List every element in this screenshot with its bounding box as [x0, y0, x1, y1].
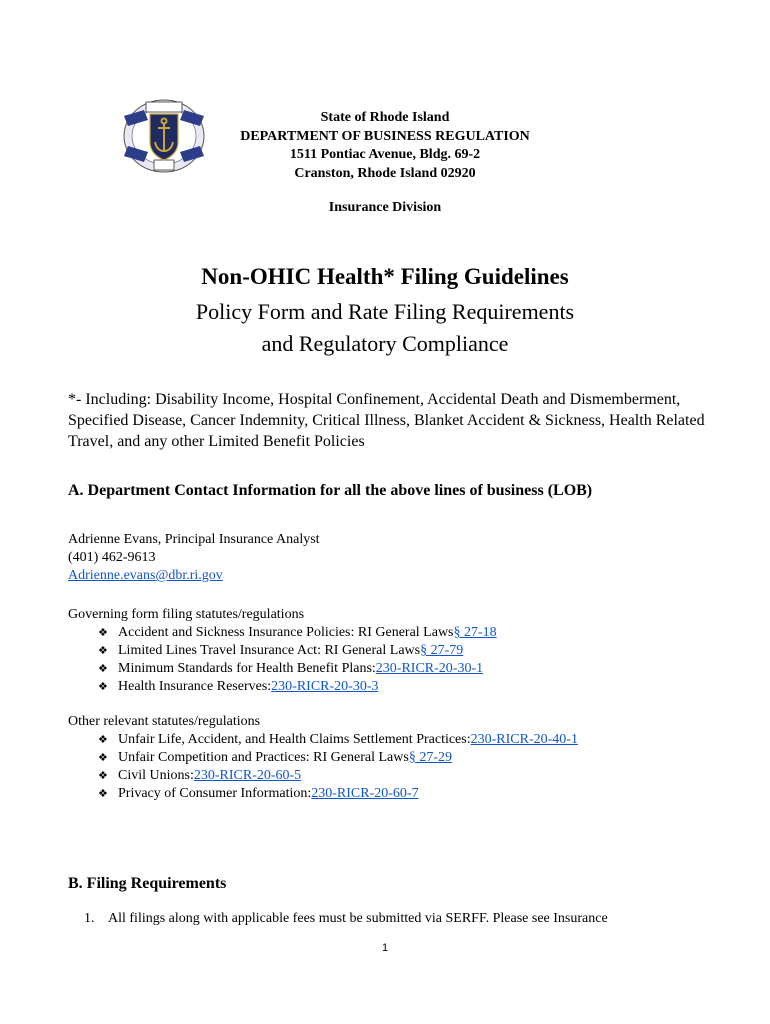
diamond-bullet-icon: ❖ — [98, 627, 108, 639]
document-title: Non-OHIC Health* Filing Guidelines — [201, 264, 569, 289]
scope-note: *- Including: Disability Income, Hospital Confinement, Accidental Death and Dismemberment, Specified Disease, Cancer Indemnity, Critical Illness, Blanket Accident & Sickness, Health Related Travel, and any other Limited Benefit Policies — [68, 391, 705, 450]
list-item-text: Limited Lines Travel Insurance Act: RI General Laws — [118, 643, 421, 658]
statute-link[interactable]: 230-RICR-20-30-3 — [271, 679, 379, 694]
list-item-text: Unfair Competition and Practices: RI General Laws — [118, 750, 409, 765]
list-item — [98, 767, 718, 785]
statute-link[interactable]: 230-RICR-20-60-7 — [311, 786, 419, 801]
diamond-bullet-icon: ❖ — [98, 788, 108, 800]
page-number: 1 — [381, 942, 389, 954]
list-item-text: Privacy of Consumer Information: — [118, 786, 312, 801]
list-item — [98, 785, 718, 803]
diamond-bullet-icon: ❖ — [98, 752, 108, 764]
list-item — [98, 660, 718, 678]
other-label: Other relevant statutes/regulations — [68, 714, 261, 729]
filing-requirement-item — [84, 910, 724, 928]
list-item-text: Health Insurance Reserves: — [118, 679, 272, 694]
statute-link[interactable]: 230-RICR-20-60-5 — [193, 768, 302, 783]
item-number: 1. — [84, 911, 95, 926]
list-item-text: Minimum Standards for Health Benefit Plans: — [118, 661, 376, 676]
statute-link[interactable]: 230-RICR-20-30-1 — [375, 661, 484, 676]
list-item — [98, 642, 718, 660]
list-item — [98, 624, 718, 642]
section-a-heading: A. Department Contact Information for all the above lines of business (LOB) — [68, 482, 593, 499]
statute-link[interactable]: § 27-29 — [408, 750, 452, 765]
other-list — [98, 731, 718, 803]
letterhead — [230, 109, 540, 218]
list-item-text: Unfair Life, Accident, and Health Claims Settlement Practices: — [118, 732, 471, 747]
list-item — [98, 678, 718, 696]
letterhead-city: Cranston, Rhode Island 02920 — [294, 165, 476, 181]
governing-list — [98, 624, 718, 696]
diamond-bullet-icon: ❖ — [98, 770, 108, 782]
subtitle-line-1: Policy Form and Rate Filing Requirements — [195, 299, 575, 324]
section-b-heading: B. Filing Requirements — [68, 875, 227, 892]
diamond-bullet-icon: ❖ — [98, 681, 108, 693]
list-item — [98, 749, 718, 767]
statute-link[interactable]: § 27-79 — [420, 643, 464, 658]
contact-email-link[interactable]: Adrienne.evans@dbr.ri.gov — [68, 568, 223, 583]
subtitle-line-2: and Regulatory Compliance — [261, 331, 509, 356]
letterhead-department: DEPARTMENT OF BUSINESS REGULATION — [240, 128, 530, 144]
letterhead-street: 1511 Pontiac Avenue, Bldg. 69-2 — [289, 147, 481, 162]
list-item-text: Accident and Sickness Insurance Policies: RI General Laws — [118, 625, 454, 640]
contact-phone: (401) 462-9613 — [68, 550, 156, 565]
rhode-island-seal-logo — [122, 96, 206, 174]
statute-link[interactable]: § 27-18 — [453, 625, 497, 640]
letterhead-division: Insurance Division — [328, 200, 442, 215]
document-subtitle — [0, 296, 770, 360]
contact-name: Adrienne Evans, Principal Insurance Analyst — [68, 532, 320, 547]
diamond-bullet-icon: ❖ — [98, 645, 108, 657]
diamond-bullet-icon: ❖ — [98, 663, 108, 675]
contact-block — [68, 531, 668, 585]
diamond-bullet-icon: ❖ — [98, 734, 108, 746]
governing-label: Governing form filing statutes/regulations — [68, 607, 305, 622]
list-item — [98, 731, 718, 749]
list-item-text: Civil Unions: — [118, 768, 194, 783]
item-text: All filings along with applicable fees must be submitted via SERFF. Please see Insurance — [108, 911, 608, 926]
statute-link[interactable]: 230-RICR-20-40-1 — [470, 732, 578, 747]
letterhead-state: State of Rhode Island — [320, 110, 450, 125]
